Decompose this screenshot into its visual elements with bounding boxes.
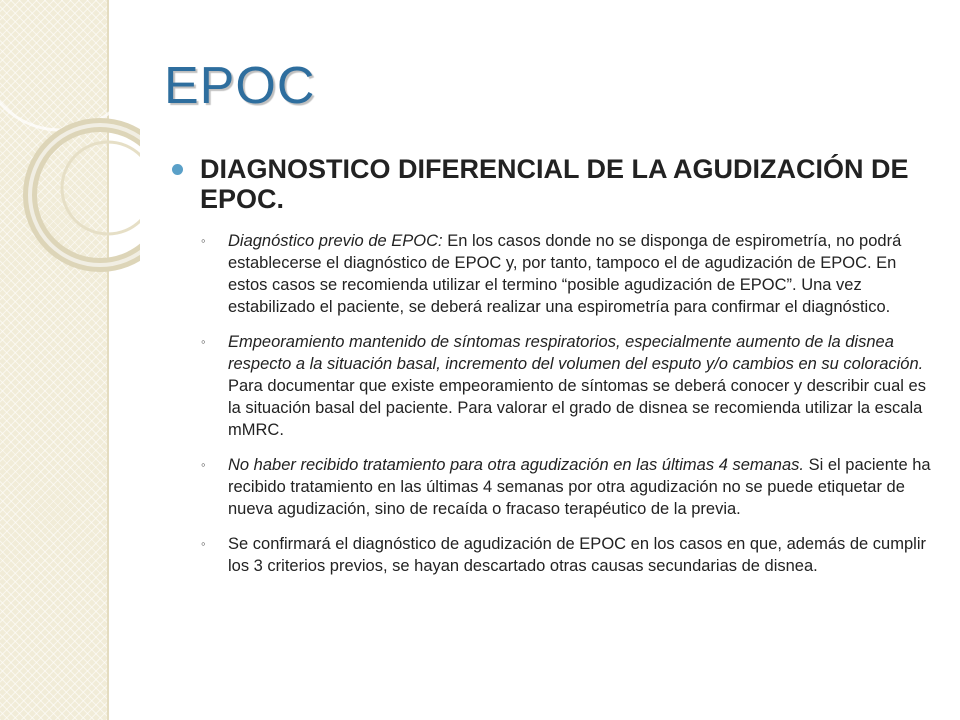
slide-content: [170, 154, 935, 590]
sub-bullet-text: Para documentar que existe empeoramiento de síntomas se deberá conocer y describir cual es la situación basal del paciente. Para valorar el grado de disnea se recomienda utilizar la escala mMRC.: [228, 377, 926, 439]
bullet-dot-icon: [172, 164, 183, 175]
sub-bullet-text: En los casos donde no se disponga de espirometría, no podrá establecerse el diagnóstico de EPOC y, por tanto, tampoco el de agudización de EPOC. En estos casos se recomienda utilizar el termino “posible agudización de EPOC”. Una vez estabilizado el paciente, se deberá realizar una espirometría para confirmar el diagnóstico.: [228, 232, 902, 316]
sub-bullet-2: [170, 331, 935, 441]
sub-bullet-marker-icon: ◦: [201, 334, 206, 349]
sub-bullet-1: [170, 230, 935, 318]
decorative-circles: [0, 0, 140, 330]
sub-bullet-marker-icon: ◦: [201, 536, 206, 551]
sub-bullet-italic: Empeoramiento mantenido de síntomas respiratorios, especialmente aumento de la disnea respecto a la situación basal, incremento del volumen del esputo y/o cambios en su coloración.: [228, 333, 924, 373]
sub-bullet-marker-icon: ◦: [201, 457, 206, 472]
sub-bullet-text: Si el paciente ha recibido tratamiento en las últimas 4 semanas por otra agudización no se puede etiquetar de nueva agudización, sino de recaída o fracaso terapéutico de la previa.: [228, 456, 931, 518]
main-heading: DIAGNOSTICO DIFERENCIAL DE LA AGUDIZACIÓN DE EPOC.: [200, 154, 909, 214]
sub-bullet-text: Se confirmará el diagnóstico de agudización de EPOC en los casos en que, además de cumplir los 3 criterios previos, se hayan descartado otras causas secundarias de disnea.: [228, 535, 926, 575]
sub-bullet-4: [170, 533, 935, 577]
sub-bullet-italic: Diagnóstico previo de EPOC:: [228, 232, 443, 250]
sub-bullet-marker-icon: ◦: [201, 233, 206, 248]
slide-title: EPOC: [164, 57, 316, 115]
main-bullet: [170, 154, 935, 214]
sub-bullet-3: [170, 454, 935, 520]
sub-bullet-italic: No haber recibido tratamiento para otra agudización en las últimas 4 semanas.: [228, 456, 804, 474]
